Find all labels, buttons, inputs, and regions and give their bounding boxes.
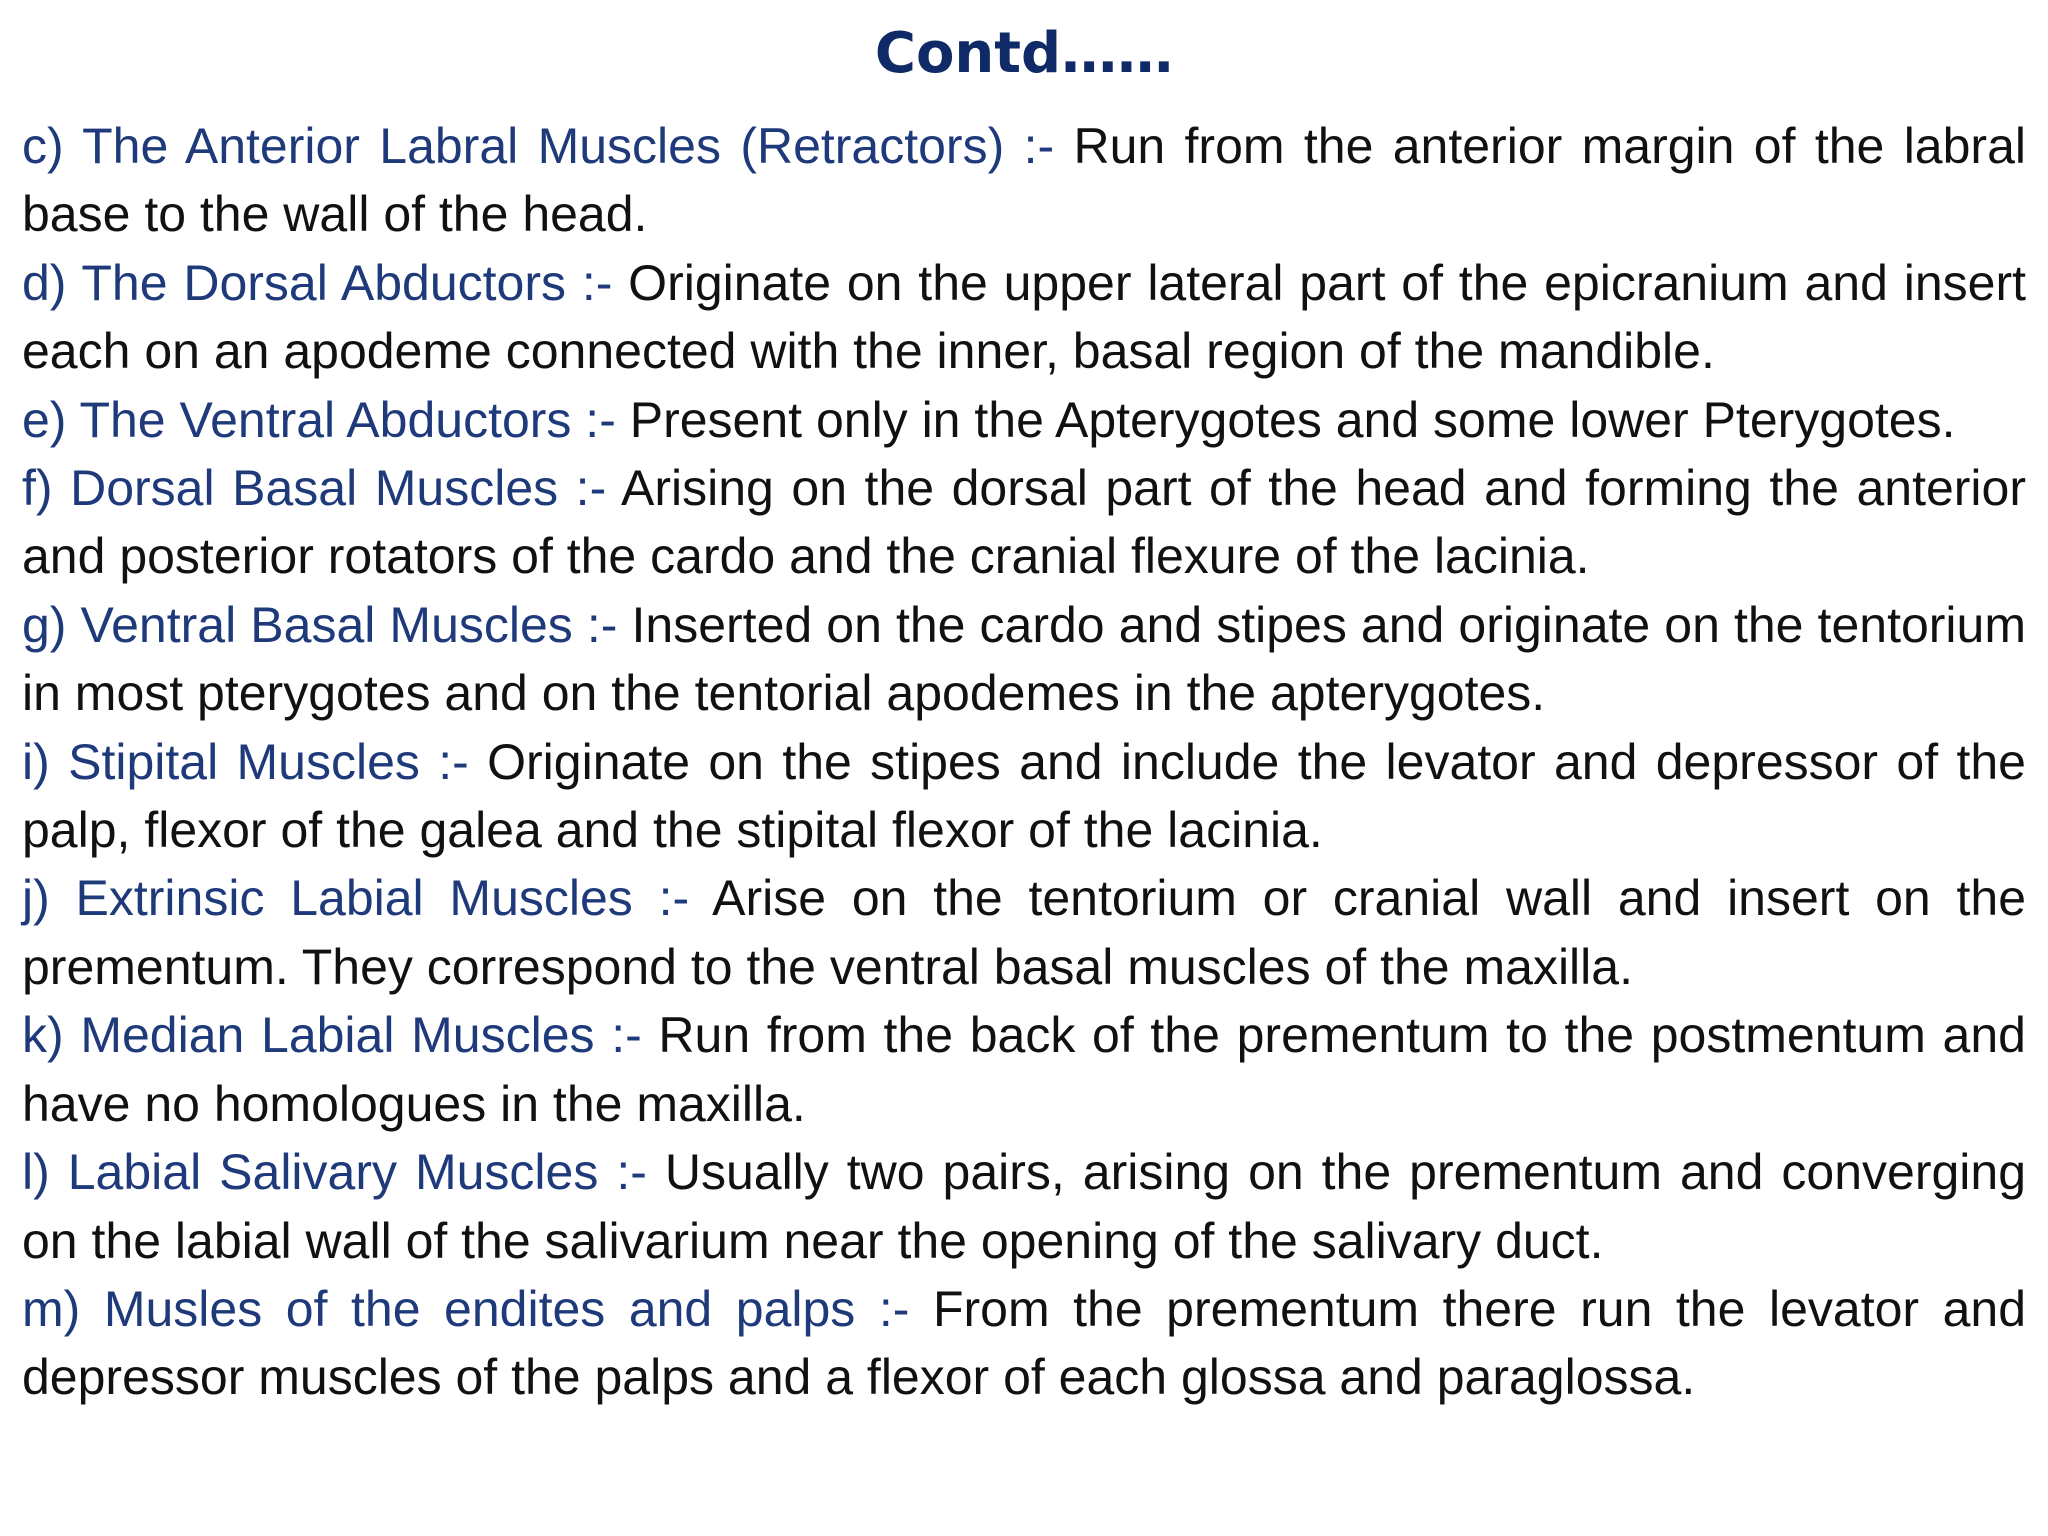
list-item <box>22 454 2026 591</box>
item-label: f) Dorsal Basal Muscles :- <box>22 460 607 517</box>
item-text: From the prementum there run the levator and depressor muscles of the palps and a flexor of each glossa and paraglossa. <box>22 1280 2027 1406</box>
slide-title: Contd…… <box>874 21 1174 86</box>
item-label: d) The Dorsal Abductors :- <box>22 254 613 311</box>
list-item <box>22 1138 2026 1275</box>
item-text: Arise on the tentorium or cranial wall and insert on the prementum. They correspond to the ventral basal muscles of the maxilla. <box>22 870 2026 995</box>
list-item <box>22 591 2026 728</box>
item-label: e) The Ventral Abductors :- <box>22 391 616 448</box>
item-text: Run from the anterior margin of the labral base to the wall of the head. <box>22 118 2026 243</box>
item-text: Originate on the upper lateral part of the epicranium and insert each on an apodeme connected with the inner, basal region of the mandible. <box>22 254 2026 380</box>
list-item <box>22 728 2026 865</box>
item-text: Arising on the dorsal part of the head and forming the anterior and posterior rotators of the cardo and the cranial flexure of the lacinia. <box>22 460 2026 585</box>
item-label: i) Stipital Muscles :- <box>22 733 469 790</box>
list-item <box>22 864 2026 1001</box>
item-text: Usually two pairs, arising on the prementum and converging on the labial wall of the salivarium near the opening of the salivary duct. <box>22 1144 2027 1269</box>
item-text: Originate on the stipes and include the levator and depressor of the palp, flexor of the galea and the stipital flexor of the lacinia. <box>22 733 2026 859</box>
list-item <box>22 386 2026 454</box>
list-item <box>22 112 2026 249</box>
list-item <box>22 249 2026 386</box>
item-text: Inserted on the cardo and stipes and originate on the tentorium in most pterygotes and on the tentorial apodemes in the apterygotes. <box>22 596 2026 722</box>
list-item <box>22 1275 2026 1412</box>
item-label: j) Extrinsic Labial Muscles :- <box>22 870 690 927</box>
item-text: Run from the back of the prementum to the postmentum and have no homologues in the maxilla. <box>22 1007 2026 1132</box>
item-label: m) Musles of the endites and palps :- <box>22 1280 910 1337</box>
item-label: c) The Anterior Labral Muscles (Retractors) :- <box>22 118 1055 174</box>
item-label: k) Median Labial Muscles :- <box>22 1007 642 1064</box>
item-label: g) Ventral Basal Muscles :- <box>22 596 618 653</box>
slide-content <box>22 112 2026 1412</box>
item-text: Present only in the Apterygotes and some lower Pterygotes. <box>615 391 1956 448</box>
list-item <box>22 1001 2026 1138</box>
item-label: l) Labial Salivary Muscles :- <box>22 1144 647 1201</box>
